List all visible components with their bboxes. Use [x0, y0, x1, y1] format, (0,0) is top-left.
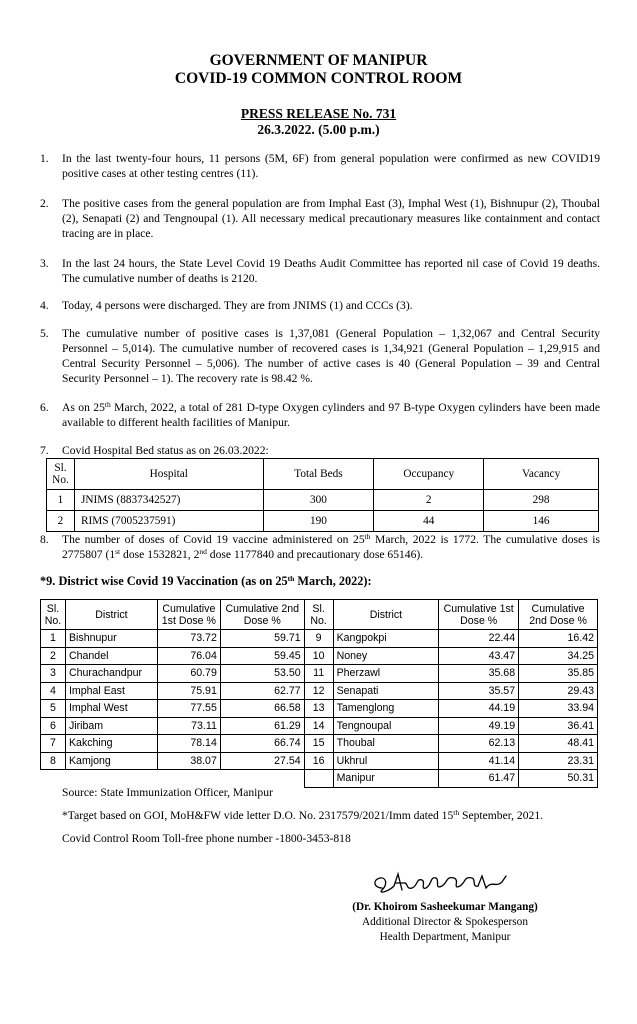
header-sl-no: Sl. No.	[47, 459, 75, 490]
government-heading: GOVERNMENT OF MANIPUR	[209, 52, 428, 69]
cell: 9	[304, 630, 333, 648]
total-row	[41, 770, 598, 788]
cell: 11	[304, 665, 333, 683]
cell: 16	[304, 752, 333, 770]
cell: Churachandpur	[65, 665, 157, 683]
item-number-7: 7.	[40, 444, 49, 457]
total-second-dose: 50.31	[519, 770, 598, 788]
item-4-text: Today, 4 persons were discharged. They are from JNIMS (1) and CCCs (3).	[62, 299, 413, 312]
cell: 15	[304, 735, 333, 753]
bed-table-header	[47, 459, 599, 490]
cell: RIMS (7005237591)	[74, 511, 263, 532]
total-label: Manipur	[333, 770, 439, 788]
table-row	[47, 511, 599, 532]
item-7-text: Covid Hospital Bed status as on 26.03.2022:	[62, 444, 269, 457]
cell: 8	[41, 752, 66, 770]
header-hospital: Hospital	[74, 459, 263, 490]
vaccination-section-title: *9. District wise Covid 19 Vaccination (as on 25th March, 2022):	[40, 574, 372, 588]
item-1-text: In the last twenty-four hours, 11 persons (5M, 6F) from general population were confirmed as new COVID19 positive cases at other testing centres (11).	[62, 152, 600, 180]
cell: 2	[374, 490, 484, 511]
cell: Chandel	[65, 647, 157, 665]
cell: 34.25	[519, 647, 598, 665]
header-district: District	[333, 600, 439, 630]
cell: 298	[484, 490, 599, 511]
header-sl-no: Sl. No.	[304, 600, 333, 630]
total-first-dose: 61.47	[439, 770, 519, 788]
cell: 27.54	[220, 752, 304, 770]
cell: 76.04	[157, 647, 220, 665]
cell: Pherzawl	[333, 665, 439, 683]
cell: Jiribam	[65, 717, 157, 735]
target-note: *Target based on GOI, MoH&FW vide letter D.O. No. 2317579/2021/Imm dated 15th September, 2021.	[62, 808, 544, 822]
item-number-6: 6.	[40, 401, 49, 414]
header-sl-no: Sl. No.	[41, 600, 66, 630]
hospital-bed-table	[46, 458, 599, 532]
cell: 10	[304, 647, 333, 665]
cell: 44.19	[439, 700, 519, 718]
press-release-number: PRESS RELEASE No. 731	[240, 106, 397, 121]
cell: Kamjong	[65, 752, 157, 770]
cell: 43.47	[439, 647, 519, 665]
item-5-text: The cumulative number of positive cases is 1,37,081 (General Population – 1,32,067 and Central Security Personnel – 5,014). The cumulative number of recovered cases is 1,34,921 (General Population – 1,29,915 and Central Security Personnel – 5,006). The number of active cases is 40 (General Population – 39 and Central Security Personnel – 1). The recovery rate is 98.42 %.	[62, 327, 600, 385]
cell: Imphal East	[65, 682, 157, 700]
item-6-text: As on 25th March, 2022, a total of 281 D-type Oxygen cylinders and 97 B-type Oxygen cylinders have been made available to different health facilities of Manipur.	[62, 400, 601, 429]
cell: 5	[41, 700, 66, 718]
cell: 53.50	[220, 665, 304, 683]
table-row	[41, 735, 598, 753]
cell: Noney	[333, 647, 439, 665]
header-total-beds: Total Beds	[263, 459, 374, 490]
header-occupancy: Occupancy	[374, 459, 484, 490]
cell: JNIMS (8837342527)	[74, 490, 263, 511]
cell: 1	[41, 630, 66, 648]
table-row	[41, 717, 598, 735]
vaccination-table	[40, 599, 598, 788]
cell: Senapati	[333, 682, 439, 700]
cell: 23.31	[519, 752, 598, 770]
cell: 78.14	[157, 735, 220, 753]
cell: 62.13	[439, 735, 519, 753]
cell: Kakching	[65, 735, 157, 753]
cell: 73.11	[157, 717, 220, 735]
cell: 6	[41, 717, 66, 735]
cell: 3	[41, 665, 66, 683]
cell: 41.14	[439, 752, 519, 770]
cell: Tengnoupal	[333, 717, 439, 735]
signatory-designation: Additional Director & Spokesperson	[362, 916, 528, 928]
cell: Thoubal	[333, 735, 439, 753]
cell: 13	[304, 700, 333, 718]
cell: 60.79	[157, 665, 220, 683]
cell: 62.77	[220, 682, 304, 700]
control-room-heading: COVID-19 COMMON CONTROL ROOM	[174, 70, 463, 87]
header-second-dose: Cumulative 2nd Dose %	[220, 600, 304, 630]
item-number-1: 1.	[40, 152, 49, 165]
header-first-dose: Cumulative 1st Dose %	[157, 600, 220, 630]
cell: 33.94	[519, 700, 598, 718]
cell: 7	[41, 735, 66, 753]
header-district: District	[65, 600, 157, 630]
cell: 35.85	[519, 665, 598, 683]
cell: 75.91	[157, 682, 220, 700]
cell: 14	[304, 717, 333, 735]
cell: 2	[47, 511, 75, 532]
header-first-dose: Cumulative 1st Dose %	[439, 600, 519, 630]
toll-free-note: Covid Control Room Toll-free phone number -1800-3453-818	[62, 832, 351, 845]
cell: Tamenglong	[333, 700, 439, 718]
cell: 77.55	[157, 700, 220, 718]
cell: Bishnupur	[65, 630, 157, 648]
signatory-department: Health Department, Manipur	[379, 931, 511, 943]
signature-icon	[368, 866, 528, 900]
cell: Ukhrul	[333, 752, 439, 770]
table-row	[41, 647, 598, 665]
cell: 73.72	[157, 630, 220, 648]
table-row	[41, 682, 598, 700]
cell: Kangpokpi	[333, 630, 439, 648]
cell: 300	[263, 490, 374, 511]
cell: 61.29	[220, 717, 304, 735]
cell: 36.41	[519, 717, 598, 735]
cell: 12	[304, 682, 333, 700]
cell: Imphal West	[65, 700, 157, 718]
item-number-3: 3.	[40, 257, 49, 270]
source-note: Source: State Immunization Officer, Manipur	[62, 786, 273, 799]
cell: 1	[47, 490, 75, 511]
table-row	[41, 752, 598, 770]
item-number-8: 8.	[40, 533, 49, 546]
item-3-text: In the last 24 hours, the State Level Covid 19 Deaths Audit Committee has reported nil case of Covid 19 deaths. The cumulative number of deaths is 2120.	[62, 257, 600, 285]
cell: 2	[41, 647, 66, 665]
cell: 49.19	[439, 717, 519, 735]
item-8-text: The number of doses of Covid 19 vaccine administered on 25th March, 2022 is 1772. The cumulative doses is 2775807 (1st dose 1532821, 2nd dose 1177840 and precautionary dose 65146).	[62, 532, 601, 561]
table-row	[41, 665, 598, 683]
table-row	[47, 490, 599, 511]
header-vacancy: Vacancy	[484, 459, 599, 490]
table-row	[41, 630, 598, 648]
cell: 4	[41, 682, 66, 700]
cell: 66.58	[220, 700, 304, 718]
item-number-5: 5.	[40, 327, 49, 340]
cell: 22.44	[439, 630, 519, 648]
item-2-text: The positive cases from the general population are from Imphal East (3), Imphal West (1), Bishnupur (2), Thoubal (2), Senapati (2) and Tengnoupal (1). All necessary medical precautionary measures like containment and contact tracing are in place.	[62, 197, 600, 240]
header-second-dose: Cumulative 2nd Dose %	[519, 600, 598, 630]
cell: 190	[263, 511, 374, 532]
cell: 16.42	[519, 630, 598, 648]
item-number-4: 4.	[40, 299, 49, 312]
cell: 59.71	[220, 630, 304, 648]
signatory-name: (Dr. Khoirom Sasheekumar Mangang)	[352, 901, 538, 913]
press-release-date: 26.3.2022. (5.00 p.m.)	[257, 122, 380, 137]
cell: 59.45	[220, 647, 304, 665]
table-row	[41, 700, 598, 718]
cell: 29.43	[519, 682, 598, 700]
cell: 146	[484, 511, 599, 532]
cell: 44	[374, 511, 484, 532]
cell: 35.68	[439, 665, 519, 683]
item-number-2: 2.	[40, 197, 49, 210]
cell: 35.57	[439, 682, 519, 700]
vaccination-table-header	[41, 600, 598, 630]
cell: 38.07	[157, 752, 220, 770]
cell: 48.41	[519, 735, 598, 753]
cell: 66.74	[220, 735, 304, 753]
